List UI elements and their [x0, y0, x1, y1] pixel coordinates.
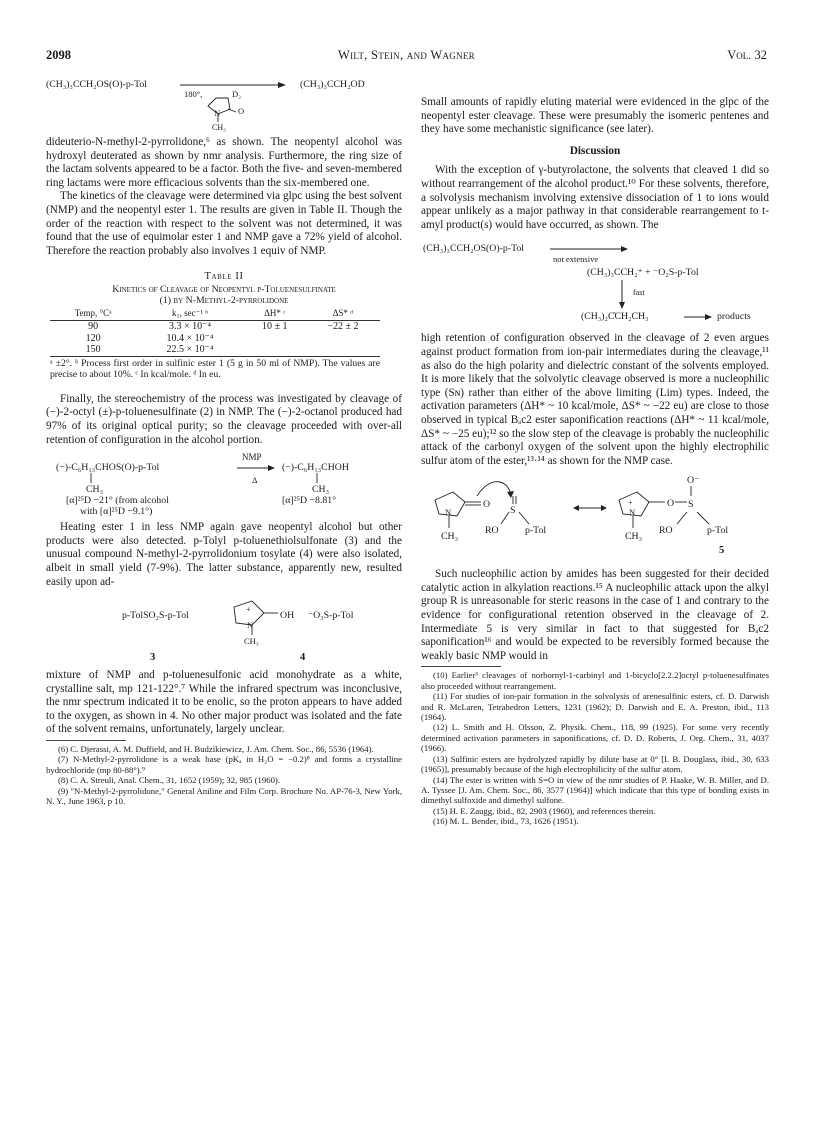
running-header: [46, 48, 767, 66]
right-column: [421, 96, 769, 827]
table-cell: [244, 344, 306, 356]
eq1-n: N: [214, 108, 221, 118]
eq5-plus: +: [628, 498, 633, 508]
eq5-o-left: O: [483, 499, 491, 511]
left-footnotes: [46, 744, 402, 806]
table-cell: 10 ± 1: [262, 321, 288, 333]
equation-2: [46, 452, 402, 518]
compound-3-number: 3: [150, 652, 156, 664]
footnote: (8) C. A. Streuli, Anal. Chem., 31, 1652 (1959); 32, 985 (1960).: [58, 775, 280, 786]
intermediate-5-number: 5: [719, 545, 725, 557]
table-cell: [306, 333, 380, 345]
eq2-reactant-methyl: CH₃: [86, 484, 104, 496]
eq4-ions: (CH₃)₃CCH₂⁺ + ⁻O₂S-p-Tol: [587, 267, 699, 279]
footnote: (10) Earlier³ cleavages of norbornyl-1-carbinyl and 1-bicyclo[2.2.2]octyl p-toluenesulfinates also proceeded without rearrangement.: [421, 670, 769, 691]
footnote: (11) For studies of ion-pair formation in the solvolysis of arenesulfinic esters, cf. D. Darwish and R. McLaren, Tetrahedron Letters, 1231 (1962); D. Darwish and E. A. Preston, ibid., 113 (1964).: [421, 691, 769, 723]
eq5-structures: [421, 474, 769, 558]
eq1-o: O: [238, 106, 245, 116]
right-paragraph-1: Small amounts of rapidly eluting material were evidenced in the glpc of the neopentyl ester cleavage. These were presumably the isomeric pentenes and they have some mechanistic significance (see later).: [421, 96, 769, 136]
equation-ionization: [421, 240, 769, 322]
eq2-over-arrow: NMP: [242, 452, 262, 463]
right-paragraph-3: high retention of configuration observed in the cleavage of 2 even argues against product formation from ion-pair intermediates during the cleavage,¹¹ as also do the high polarity and dielectric constant of the solvents employed. It is more likely that the solvolytic cleavage observed is more a nucleophilic type (Sɴ) rather than either of the above limiting (Lim) types. Indeed, the activation parameters (ΔH* ~ 10 kcal/mole, ΔS* ~ −22 eu) are close to those observed in typical Bₐc2 ester saponification reactions (ΔH* ~ 11 kcal/mole, ΔS* ~ −25 eu);¹² so the slow step of the cleavage is probably the nucleophilic attack of the carbonyl oxygen of the solvent upon the highly electrophilic sulfur atom of the ester,¹³·¹⁴ as shown for the NMP case.: [421, 332, 769, 467]
table-caption-line-2: (1) by N-Methyl-2-pyrrolidone: [159, 295, 289, 307]
running-authors: Wilt, Stein, and Wagner: [337, 48, 475, 62]
eq5-n-left: N: [445, 507, 452, 518]
table-row: [50, 333, 380, 345]
eq1-reactant: (CH₃)₃CCH₂OS(O)-p-Tol: [46, 79, 147, 90]
right-paragraph-2: With the exception of γ-butyrolactone, the solvents that cleaved 1 did so without rearrangement of the alcohol product.¹⁰ For these solvents, therefore, a solvolysis mechanism involving extensive dissociation of 1 to ions would appear unlikely as a major pathway in that considerable rearrangement to t-amyl product(s) would have occurred, as shown. The: [421, 164, 769, 231]
table-cell: 150: [85, 344, 101, 356]
right-paragraph-4: Such nucleophilic action by amides has been suggested for their decided catalytic action in alkylation reactions.¹⁵ A nucleophilic attack upon the alkyl group R is unreasonable for steric reasons in the case of 1 and contrary to the evidence for configurational retention observed in the cleavage of 2. Intermediate 5 is very similar in fact to that suggested for Bₐc2 saponification¹⁶ and would be expected to be reversibly formed because the weakly basic NMP would in: [421, 568, 769, 662]
compound-4-methyl: CH₃: [244, 636, 259, 647]
table-header-row: [50, 307, 380, 321]
table-header-cell: ΔS* ᵈ: [306, 307, 380, 321]
eq5-ro-right: RO: [659, 525, 673, 537]
table-cell: 90: [88, 321, 99, 333]
eq2-product: (−)-C₆H₁₃CHOH: [282, 462, 349, 474]
eq1-arrow-with-nmp: [178, 76, 288, 134]
footnote: (15) H. E. Zaugg, ibid., 82, 2903 (1960), and references therein.: [433, 805, 656, 816]
eq5-o-right: O: [667, 498, 675, 510]
footnote: (16) M. L. Bender, ibid., 73, 1626 (1951).: [433, 816, 579, 827]
table-title: Table II: [204, 271, 244, 283]
eq4-products: products: [717, 311, 751, 323]
table-cell: 22.5 × 10⁻⁴: [166, 344, 214, 356]
compound-4-oh: OH: [280, 610, 295, 622]
table-row: [50, 344, 380, 356]
kinetics-table: [50, 307, 380, 356]
footnote: (13) Sulfinic esters are hydrolyzed rapidly by dilute base at 0° [I. B. Douglass, ibid., 30, 633 (1965)], presumably because of the high electrophilicity of the sulfur atom.: [421, 753, 769, 775]
eq5-me-right: CH₃: [625, 531, 643, 543]
table-cell: [306, 344, 380, 356]
eq4-products-arrow: [683, 312, 713, 322]
table-footnotes: ᵃ ±2°. ᵇ Process first order in sulfinic ester 1 (5 g in 50 ml of NMP). The values are precise to about 10%. ᶜ In kcal/mole. ᵈ In eu.: [50, 357, 380, 381]
eq2-reactant: (−)-C₆H₁₃CHOS(O)-p-Tol: [56, 462, 160, 474]
footnote: (7) N-Methyl-2-pyrrolidone is a weak base (pKₐ in H₂O = −0.2)⁸ and forms a crystalline hydrochloride (mp 80-88°).⁹: [46, 754, 402, 775]
eq5-s-left: S: [510, 505, 516, 517]
equation-intermediate-5: [421, 474, 769, 558]
eq1-d2: D₂: [232, 89, 242, 99]
compound-4-number: 4: [300, 652, 306, 664]
page-number: 2098: [46, 48, 71, 62]
eq2-rotation-1: [α]²⁵D −21° (from alcohol: [66, 495, 169, 507]
left-column: [46, 76, 402, 807]
footnote: (9) "N-Methyl-2-pyrrolidone," General Aniline and Film Corp. Brochure No. AP-76-3, New York, N. Y., June 1963, p 10.: [46, 785, 402, 807]
left-paragraph-3: Finally, the stereochemistry of the process was investigated by cleavage of (−)-2-octyl (±)-p-toluenesulfinate (2) in NMP. The (−)-2-octanol produced had 97% of its original optical purity; so the cleavage proceeded with over-all retention of configuration in the alcohol portion.: [46, 392, 402, 446]
eq2-rotation-2: [α]²⁵D −8.81°: [282, 495, 337, 507]
table-header-cell: ΔH* ᶜ: [244, 307, 306, 321]
table-cell: 10.4 × 10⁻⁴: [166, 332, 214, 344]
compound-3: p-TolSO₂S-p-Tol: [122, 610, 189, 622]
table-row: [50, 321, 380, 333]
eq4-fast: fast: [633, 288, 645, 298]
eq1-me: CH₃: [212, 123, 226, 132]
eq5-ro-left: RO: [485, 525, 499, 537]
eq1-condition: 180°,: [184, 89, 203, 99]
right-footnotes: [421, 670, 769, 826]
eq5-ptol-right: p-Tol: [707, 525, 729, 537]
compound-4-plus: +: [246, 605, 251, 615]
eq5-s-right: S: [688, 499, 694, 511]
eq4-cation: (CH₃)₂C̊CH₂CH₃: [581, 311, 649, 323]
table-header-cell: Temp, °Cᵃ: [50, 307, 136, 321]
eq5-ptol-left: p-Tol: [525, 525, 547, 537]
footnote-rule: [46, 740, 126, 741]
table-caption-line-1: Kinetics of Cleavage of Neopentyl p-Toluenesulfinate: [112, 283, 336, 295]
eq2-under-arrow: Δ: [252, 475, 258, 486]
equation-1: [46, 76, 402, 136]
eq4-down-arrow: [617, 280, 627, 310]
section-heading-discussion: Discussion: [569, 144, 621, 157]
table-cell: 120: [85, 332, 101, 344]
table-cell: −22 ± 2: [327, 321, 359, 333]
eq5-me-left: CH₃: [441, 531, 459, 543]
footnote: (6) C. Djerassi, A. M. Duffield, and H. Budzikiewicz, J. Am. Chem. Soc., 86, 5536 (1964).: [58, 744, 374, 755]
structures-3-4: [46, 593, 402, 665]
table-cell: 3.3 × 10⁻⁴: [169, 321, 211, 333]
eq4-reactant: (CH₃)₃CCH₂OS(O)-p-Tol: [423, 243, 524, 255]
left-paragraph-1: dideuterio-N-methyl-2-pyrrolidone,⁶ as shown. The neopentyl alcohol was hydroxyl deuterated as shown by nmr analysis. Furthermore, the ring size of the lactam solvents appeared to be a factor. Both the five- and seven-membered ring lactams were more efficacious solvents than the six-membered one.: [46, 136, 402, 189]
left-paragraph-5: mixture of NMP and p-toluenesulfonic acid monohydrate as a white, crystalline salt, mp 121-122°.⁷ While the infrared spectrum was inconclusive, the nmr spectrum indicated it to be enolic, so the proton appears to have added to the oxygen, as shown in 4. No other major product was isolated and the fate of the solvent remains, unfortunately, largely unclear.: [46, 669, 402, 736]
left-paragraph-2: The kinetics of the cleavage were determined via glpc using the best solvent (NMP) and the neopentyl ester 1. The results are given in Table II. Though the order of the reaction with respect to the solvent was not determined, it was found that the use of equimolar ester 1 and NMP gave a 72% yield of alcohol. Therefore the reaction probably also involves 1 equiv of NMP.: [46, 190, 402, 257]
table-header-cell: k₁, sec⁻¹ ᵇ: [136, 307, 243, 321]
table-ii: [46, 270, 402, 380]
footnote: (14) The ester is written with S=O in view of the nmr studies of P. Haake, W. B. Miller, and D. A. Tyssee [J. Am. Chem. Soc., 86, 3577 (1964)] which indicate that this type of bonding exists in dimethyl sulfoxide and dimethyl sulfone.: [421, 774, 769, 806]
compound-4-n: N: [247, 620, 254, 631]
left-paragraph-4: Heating ester 1 in less NMP again gave neopentyl alcohol but other products were also detected. p-Tolyl p-toluenethiolsulfonate (3) and the unusual compound N-methyl-2-pyrrolidonium tosylate (4) were also isolated, albeit in small yield (7-9%). The latter substance, apparently new, resulted easily upon ad-: [46, 521, 402, 588]
eq2-product-methyl: CH₃: [312, 484, 330, 496]
volume-label: Vol. 32: [727, 48, 767, 62]
table-cell: [244, 333, 306, 345]
compound-4-anion: ⁻O₃S-p-Tol: [308, 610, 354, 622]
eq5-o-minus: O⁻: [687, 475, 700, 487]
eq4-under-arrow: not extensive: [553, 254, 599, 265]
footnote-rule: [421, 666, 501, 667]
footnote: (12) L. Smith and H. Olsson, Z. Physik. Chem., 118, 99 (1925). For some very recently determined activation parameters in saponifications, cf. D. D. Roberts, J. Org. Chem., 31, 4037 (1966).: [421, 722, 769, 754]
eq1-product: (CH₃)₃CCH₂OD: [300, 79, 365, 90]
eq5-n-right: N: [629, 507, 636, 518]
eq2-rotation-1b: with [α]²⁵D −9.1°): [80, 506, 153, 518]
